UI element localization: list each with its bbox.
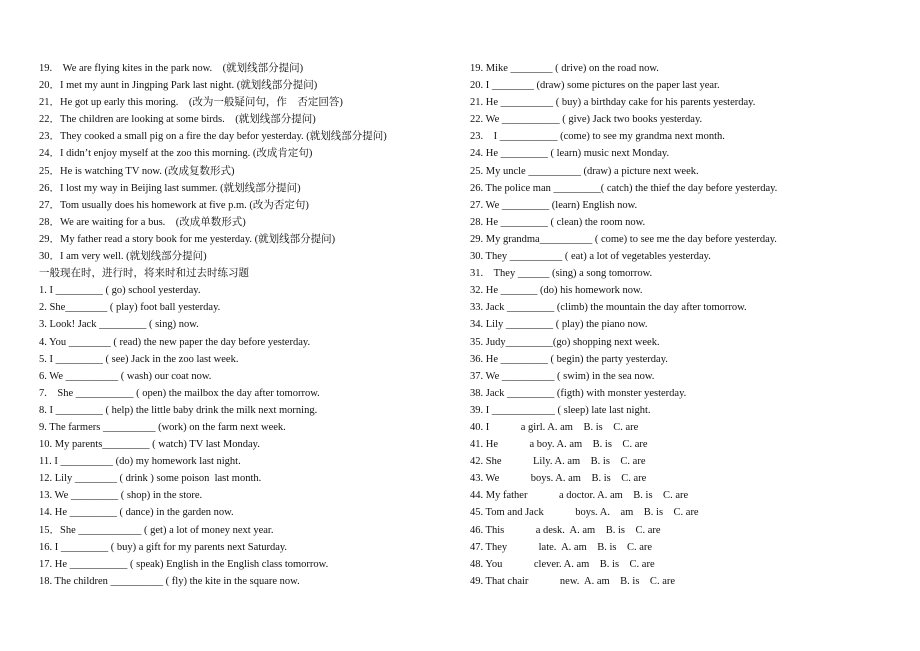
choice-question: 40. I a girl. A. am B. is C. are	[470, 421, 639, 433]
left-column	[39, 60, 454, 590]
right-column	[470, 60, 890, 590]
exercise-line: 36. He _________ ( begin) the party yesterday.	[470, 353, 668, 365]
exercise-line: 19. We are flying kites in the park now. (就划线部分提问)	[39, 63, 304, 74]
exercise-line: 37. We __________ ( swim) in the sea now.	[470, 370, 655, 382]
exercise-line: 28. He _________ ( clean) the room now.	[470, 216, 646, 228]
exercise-line: 22. We ___________ ( give) Jack two books yesterday.	[470, 114, 703, 126]
exercise-line: 6. We __________ ( wash) our coat now.	[39, 370, 212, 382]
exercise-line: 11. I __________ (do) my homework last night.	[39, 456, 241, 468]
exercise-line: 8. I _________ ( help) the little baby drink the milk next morning.	[39, 404, 318, 416]
exercise-line: 21. He __________ ( buy) a birthday cake for his parents yesterday.	[470, 97, 756, 109]
exercise-line: 23. I ___________ (come) to see my grandma next month.	[470, 131, 725, 143]
exercise-line: 10. My parents_________ ( watch) TV last Monday.	[39, 439, 260, 451]
exercise-line: 16. I _________ ( buy) a gift for my parents next Saturday.	[39, 541, 288, 553]
choice-question: 42. She Lily. A. am B. is C. are	[470, 456, 646, 468]
exercise-line: 3. Look! Jack _________ ( sing) now.	[39, 319, 199, 331]
exercise-line: 24．I didn’t enjoy myself at the zoo this morning. (改成肯定句)	[39, 148, 313, 160]
exercise-line: 30. They __________ ( eat) a lot of vegetables yesterday.	[470, 251, 711, 263]
exercise-line: 28．We are waiting for a bus. (改成单数形式)	[39, 216, 246, 228]
exercise-line: 24. He _________ ( learn) music next Monday.	[470, 148, 670, 160]
exercise-line: 39. I ____________ ( sleep) late last night.	[470, 404, 651, 416]
choice-question: 41. He a boy. A. am B. is C. are	[470, 439, 648, 451]
choice-question: 45. Tom and Jack boys. A. am B. is C. are	[470, 507, 699, 519]
choice-question: 49. That chair new. A. am B. is C. are	[470, 575, 676, 587]
exercise-line: 5. I _________ ( see) Jack in the zoo last week.	[39, 353, 239, 365]
exercise-line: 27．Tom usually does his homework at five p.m. (改为否定句)	[39, 199, 309, 211]
exercise-line: 9. The farmers __________ (work) on the farm next week.	[39, 421, 286, 433]
exercise-line: 18. The children __________ ( fly) the kite in the square now.	[39, 575, 300, 587]
choice-question: 44. My father a doctor. A. am B. is C. are	[470, 490, 689, 502]
choice-question: 48. You clever. A. am B. is C. are	[470, 558, 655, 570]
exercise-line: 4. You ________ ( read) the new paper the day before yesterday.	[39, 336, 311, 348]
exercise-line: 31. They ______ (sing) a song tomorrow.	[470, 268, 653, 280]
exercise-line: 35. Judy_________(go) shopping next week.	[470, 336, 660, 348]
exercise-line: 38. Jack _________ (figth) with monster yesterday.	[470, 387, 687, 399]
exercise-line: 22．The children are looking at some birds. (就划线部分提问)	[39, 114, 316, 126]
exercise-line: 25．He is watching TV now. (改成复数形式)	[39, 165, 235, 177]
choice-question: 46. This a desk. A. am B. is C. are	[470, 524, 661, 536]
choice-question: 43. We boys. A. am B. is C. are	[470, 473, 647, 485]
exercise-line: 23．They cooked a small pig on a fire the day befor yesterday. (就划线部分提问)	[39, 131, 387, 143]
exercise-line: 14. He _________ ( dance) in the garden now.	[39, 507, 234, 519]
exercise-line: 27. We _________ (learn) English now.	[470, 199, 638, 211]
exercise-line: 29．My father read a story book for me yesterday. (就划线部分提问)	[39, 233, 336, 245]
choice-question: 47. They late. A. am B. is C. are	[470, 541, 653, 553]
exercise-line: 19. Mike ________ ( drive) on the road now.	[470, 63, 659, 74]
exercise-line: 17. He ___________ ( speak) English in the English class tomorrow.	[39, 558, 329, 570]
exercise-line: 20. I ________ (draw) some pictures on the paper last year.	[470, 80, 720, 92]
exercise-line: 34. Lily _________ ( play) the piano now.	[470, 319, 648, 331]
exercise-line: 7. She ___________ ( open) the mailbox the day after tomorrow.	[39, 387, 320, 399]
exercise-line: 26. The police man _________( catch) the thief the day before yesterday.	[470, 182, 778, 194]
exercise-line: 1. I _________ ( go) school yesterday.	[39, 285, 201, 297]
exercise-line: 29. My grandma__________ ( come) to see me the day before yesterday.	[470, 233, 777, 245]
exercise-line: 25. My uncle __________ (draw) a picture next week.	[470, 165, 699, 177]
exercise-line: 13. We _________ ( shop) in the store.	[39, 490, 203, 502]
exercise-line: 33. Jack _________ (climb) the mountain the day after tomorrow.	[470, 302, 747, 314]
exercise-line: 26．I lost my way in Beijing last summer. (就划线部分提问)	[39, 182, 301, 194]
exercise-line: 32. He _______ (do) his homework now.	[470, 285, 643, 297]
exercise-line: 15．She ____________ ( get) a lot of money next year.	[39, 524, 274, 536]
exercise-line: 12. Lily ________ ( drink ) some poison last month.	[39, 473, 262, 485]
exercise-line: 20．I met my aunt in Jingping Park last night. (就划线部分提问)	[39, 80, 318, 92]
exercise-line: 30．I am very well. (就划线部分提问)	[39, 251, 207, 263]
section-heading: 一般现在时，进行时，将来时和过去时练习题	[39, 268, 249, 280]
exercise-line: 21．He got up early this moring. (改为一般疑问句，作 否定回答)	[39, 97, 343, 109]
exercise-line: 2. She________ ( play) foot ball yesterday.	[39, 302, 221, 314]
